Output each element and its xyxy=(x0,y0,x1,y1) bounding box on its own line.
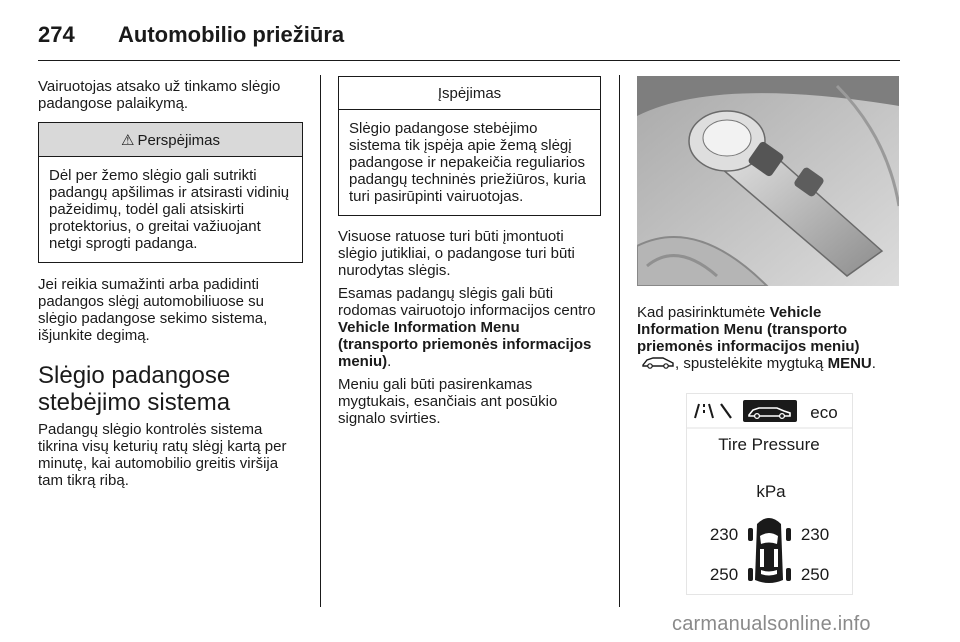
unit-label: kPa xyxy=(756,482,786,501)
ignition-paragraph: Jei reikia sumažinti arba padidinti padangos slėgį automobiliuose su slėgio padangose sekimo sistema, išjunkite degimą. xyxy=(38,276,268,344)
warning-box-body: Dėl per žemo slėgio gali sutrikti padangų apšilimas ir atsirasti vidinių pažeidimų, todėl gali atsiskirti protektorius, o greitai važiuojant netgi sprogti padanga. xyxy=(49,167,290,252)
column-2 xyxy=(338,76,601,427)
menu-instruction-mid: , spustelėkite mygtuką xyxy=(675,355,828,372)
page-header xyxy=(38,20,900,61)
rear-right-pressure: 250 xyxy=(800,565,830,584)
menu-instruction-period: . xyxy=(871,355,876,372)
vehicle-info-menu-term: Vehicle Information Menu (transporto priemonės informacijos meniu) xyxy=(338,319,592,370)
column-divider-2 xyxy=(619,75,620,607)
column-1 xyxy=(38,78,303,489)
info-center-period: . xyxy=(387,353,392,370)
page-title: Automobilio priežiūra xyxy=(118,22,345,47)
column-divider-1 xyxy=(320,75,321,607)
column-3-text xyxy=(637,304,901,373)
display-graphic xyxy=(687,394,852,594)
warning-box xyxy=(38,122,303,263)
intro-paragraph: Vairuotojas atsako už tinkamo slėgio padangose palaikymą. xyxy=(38,78,281,112)
turn-signal-lever-photo xyxy=(637,76,899,286)
car-icon xyxy=(641,355,675,373)
caution-box xyxy=(338,76,601,216)
warning-box-title: Perspėjimas xyxy=(137,132,220,149)
info-center-text: Esamas padangų slėgis gali būti rodomas vairuotojo informacijos centro xyxy=(338,285,596,319)
front-left-pressure: 230 xyxy=(709,525,739,544)
info-center-paragraph xyxy=(338,285,601,370)
front-right-pressure: 230 xyxy=(800,525,830,544)
sensors-paragraph: Visuose ratuose turi būti įmontuoti slėgio jutikliai, o padangose turi būti nurodytas slėgis. xyxy=(338,228,575,279)
menu-button-term: MENU xyxy=(827,355,872,372)
tire-pressure-display xyxy=(686,393,853,595)
lever-illustration xyxy=(637,76,899,286)
display-title: Tire Pressure xyxy=(718,435,820,454)
section-heading: Slėgio padangose stebėjimo sistema xyxy=(38,362,231,416)
system-description-paragraph: Padangų slėgio kontrolės sistema tikrina visų keturių ratų slėgį kartą per minutę, kai automobilio greitis viršija tam tikrą ribą. xyxy=(38,421,287,489)
warning-box-header xyxy=(39,123,302,157)
caution-box-body: Slėgio padangose stebėjimo sistema tik įspėja apie žemą slėgį padangose ir nepakeičia reguliarios padangų techninės priežiūros, kuria turi pasirūpinti vairuotojas. xyxy=(349,120,586,205)
menu-instruction-paragraph xyxy=(637,304,901,373)
rear-left-pressure: 250 xyxy=(709,565,739,584)
menu-selection-paragraph: Meniu gali būti pasirenkamas mygtukais, esančiais ant posūkio signalo svirties. xyxy=(338,376,558,427)
page-number: 274 xyxy=(38,22,75,47)
car-top-view-icon xyxy=(748,518,791,583)
menu-instruction-start: Kad pasirinktumėte xyxy=(637,304,770,321)
eco-tab: eco xyxy=(810,403,838,422)
display-tab-bar xyxy=(695,400,797,422)
warning-triangle-icon: ⚠ xyxy=(121,132,135,149)
watermark: carmanualsonline.info xyxy=(672,613,871,635)
caution-box-header: Įspėjimas xyxy=(339,77,600,110)
vehicle-info-menu-term-2: Vehicle Information Menu (transporto priemonės informacijos meniu) xyxy=(637,304,860,355)
